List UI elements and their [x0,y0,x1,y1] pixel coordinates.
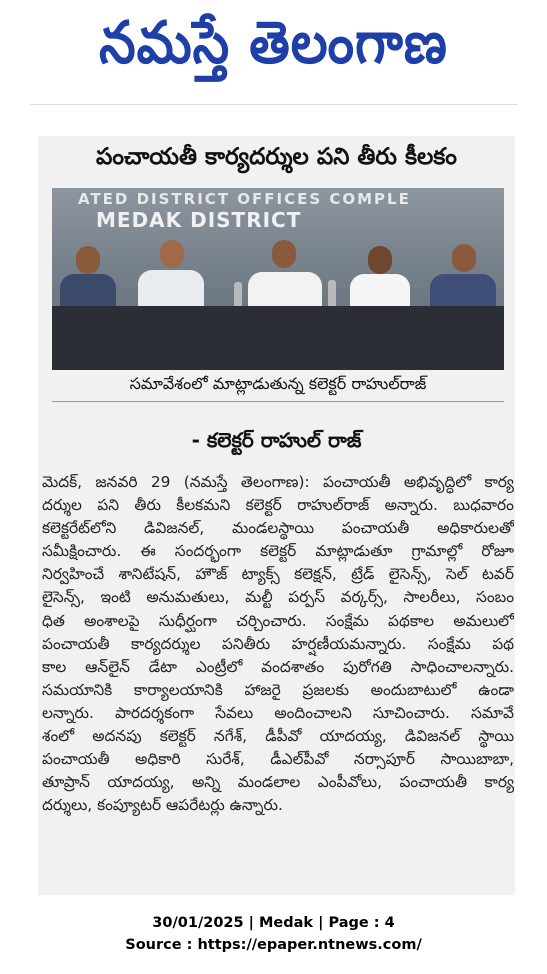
article-body [42,471,514,817]
body-line: తూప్రాన్ యాదయ్య, అన్ని మండలాల ఎంపీవోలు, పంచాయతీ కార్య [42,773,514,792]
article-headline: పంచాయతీ కార్యదర్శుల పని తీరు కీలకం [96,144,457,170]
source-link[interactable]: Source : https://epaper.ntnews.com/ [125,937,422,953]
body-line: సమీక్షించారు. ఈ సందర్భంగా కలెక్టర్ మాట్లాడుతూ గ్రామాల్లో రోజూ [42,542,514,561]
newspaper-logo: నమస్తే తెలంగాణ [99,8,448,77]
photo-sign-district: MEDAK DISTRICT [96,208,302,232]
body-line: దర్శుల పని తీరు కీలకమని కలెక్టర్ రాహుల్‌రాజ్ అన్నారు. బుధవారం [42,496,514,515]
photo-caption: సమావేశంలో మాట్లాడుతున్న కలెక్టర్ రాహుల్‌రాజ్ [52,374,504,402]
photo-table [52,306,504,370]
photo-person-head [452,244,476,272]
body-line: పంచాయతీ అధికారి సురేశ్, డీఎల్‌పీవో నర్సాపూర్ సాయిబాబా, [42,750,514,769]
body-line: నిర్వహించే శానిటేషన్, హౌజ్ ట్యాక్స్ కలెక్షన్, ట్రేడ్ లైసెన్స్, సెల్ టవర్ [42,565,514,584]
article-clipping [38,136,515,895]
photo-person-head [272,240,296,268]
body-line: సమయానికి కార్యాలయానికి హాజరై ప్రజలకు అందుబాటులో ఉండా [42,680,514,699]
body-line: శంలో అదనపు కలెక్టర్ నగేశ్, డీపీవో యాదయ్య, డివిజనల్ స్థాయి [42,727,514,746]
body-line: లైసెన్స్, ఇంటి అనుమతులు, మల్టీ పర్పస్ వర్కర్స్, సాలరీలు, సంబం [42,588,514,607]
article-photo [52,188,504,370]
article-subhead: - కలెక్టర్ రాహుల్ రాజ్ [191,428,362,452]
photo-sign-top: ATED DISTRICT OFFICES COMPLE [78,190,411,208]
photo-person-head [368,246,392,274]
masthead [0,0,547,100]
edition-info: 30/01/2025 | Medak | Page : 4 [152,915,395,931]
body-line: కలెక్టరేట్‌లోని డివిజనల్, మండలస్థాయి పంచాయతీ అధికారులతో [42,519,514,538]
masthead-divider [30,104,517,105]
photo-person-head [76,246,100,274]
photo-person-head [160,240,184,268]
body-line: కాల ఆన్‌లైన్ డేటా ఎంట్రీలో వందశాతం పురోగతి సాధించాలన్నారు. [42,657,514,676]
body-line: దర్శులు, కంప్యూటర్ ఆపరేటర్లు ఉన్నారు. [42,796,283,815]
source-footer [0,912,547,956]
body-line: లన్నారు. పారదర్శకంగా సేవలు అందించాలని సూచించారు. సమావే [42,703,514,722]
body-line: ధిత అంశాలపై సుధీర్ఘంగా చర్చించారు. సంక్షేమ పథకాల అమలులో [42,611,514,630]
body-line: పంచాయతీ కార్యదర్శుల పనితీరు హర్షణీయమన్నారు. సంక్షేమ పథ [42,634,514,653]
body-line: మెదక్, జనవరి 29 (నమస్తే తెలంగాణ): పంచాయతీ అభివృద్ధిలో కార్య [42,473,514,491]
